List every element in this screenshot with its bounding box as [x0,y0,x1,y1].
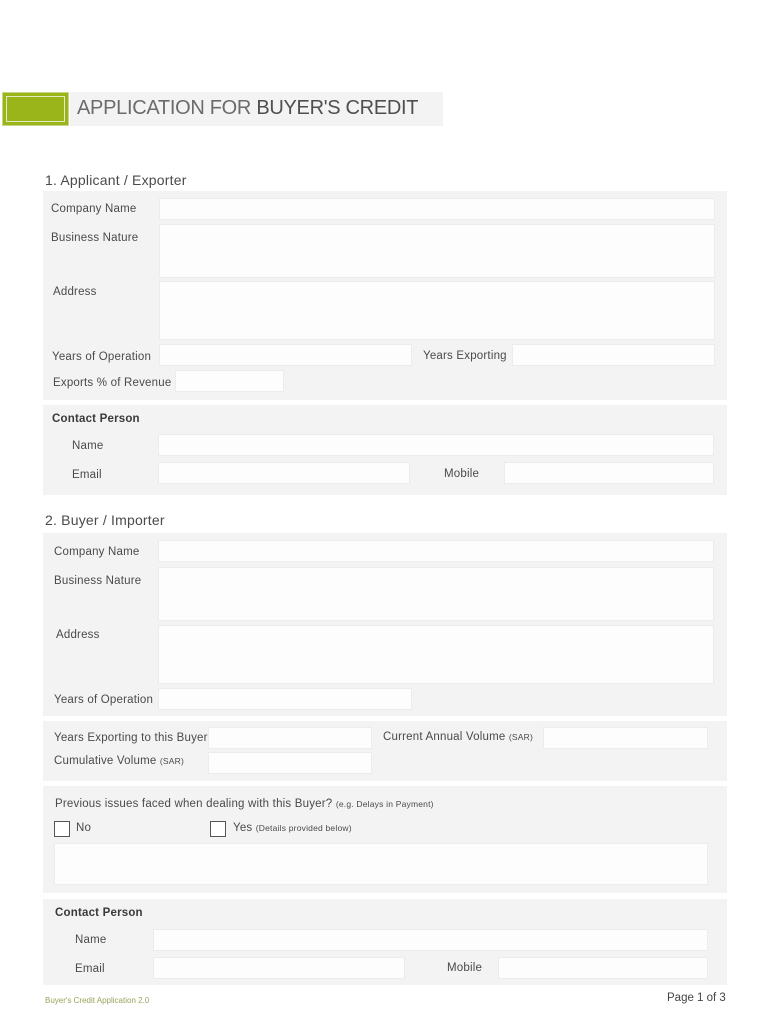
buyer-company-name-label: Company Name [54,546,140,558]
buyer-issues-question-text: Previous issues faced when dealing with this Buyer? [55,798,333,810]
applicant-exports-revenue-label: Exports % of Revenue [53,377,172,389]
buyer-cumulative-volume-unit: (SAR) [159,756,185,766]
applicant-contact-mobile-label: Mobile [444,468,480,480]
applicant-address-field[interactable] [159,281,715,340]
title-accent-block [2,92,69,126]
buyer-cumulative-volume-label [54,755,184,767]
buyer-contact-heading: Contact Person [55,907,143,919]
buyer-current-volume-field[interactable] [543,727,708,749]
section2-title: 2. Buyer / Importer [45,512,165,528]
issues-no-label: No [76,822,92,834]
applicant-company-name-field[interactable] [159,198,715,220]
buyer-business-nature-label: Business Nature [54,575,142,587]
applicant-contact-mobile-field[interactable] [504,462,714,484]
title-prefix: APPLICATION FOR [77,97,257,119]
footer-document-name: Buyer's Credit Application 2.0 [45,996,150,1005]
applicant-contact-heading: Contact Person [52,413,140,425]
buyer-years-exporting-label: Years Exporting to this Buyer [54,732,208,744]
applicant-years-operation-label: Years of Operation [52,351,152,363]
buyer-business-nature-field[interactable] [158,567,714,621]
buyer-contact-mobile-field[interactable] [498,957,708,979]
issues-no-checkbox[interactable] [54,821,70,837]
buyer-current-volume-unit: (SAR) [508,732,534,742]
buyer-current-volume-label [383,731,533,743]
buyer-contact-email-field[interactable] [153,957,405,979]
applicant-business-nature-field[interactable] [159,224,715,278]
buyer-issues-hint: (e.g. Delays in Payment) [335,799,434,809]
buyer-issues-question [55,798,434,810]
issues-yes-hint: (Details provided below) [255,823,352,833]
buyer-contact-email-label: Email [75,963,105,975]
buyer-cumulative-volume-field[interactable] [208,752,372,774]
applicant-years-exporting-field[interactable] [512,344,715,366]
issues-details-field[interactable] [54,843,708,885]
buyer-contact-name-label: Name [75,934,107,946]
buyer-contact-mobile-label: Mobile [447,962,483,974]
section1-title: 1. Applicant / Exporter [45,172,187,188]
applicant-business-nature-label: Business Nature [51,232,139,244]
applicant-address-label: Address [53,286,97,298]
applicant-contact-email-label: Email [72,469,102,481]
buyer-address-label: Address [56,629,100,641]
applicant-contact-name-label: Name [72,440,104,452]
title-main: BUYER'S CREDIT [256,97,419,119]
buyer-address-field[interactable] [158,625,714,684]
issues-yes-checkbox[interactable] [210,821,226,837]
buyer-years-operation-label: Years of Operation [54,694,154,706]
buyer-years-exporting-field[interactable] [208,727,372,749]
buyer-years-operation-field[interactable] [158,688,412,710]
buyer-cumulative-volume-text: Cumulative Volume [54,755,160,767]
applicant-contact-name-field[interactable] [158,434,714,456]
applicant-years-operation-field[interactable] [159,344,412,366]
applicant-company-name-label: Company Name [51,203,137,215]
applicant-years-exporting-label: Years Exporting [423,350,507,362]
issues-yes-label [233,822,352,834]
issues-yes-text: Yes [233,822,256,834]
footer-page-number: Page 1 of 3 [667,992,726,1004]
page-title [77,97,418,120]
applicant-contact-email-field[interactable] [158,462,410,484]
buyer-company-name-field[interactable] [158,540,714,562]
buyer-contact-name-field[interactable] [153,929,708,951]
applicant-exports-revenue-field[interactable] [175,370,284,392]
buyer-current-volume-text: Current Annual Volume [383,731,509,743]
